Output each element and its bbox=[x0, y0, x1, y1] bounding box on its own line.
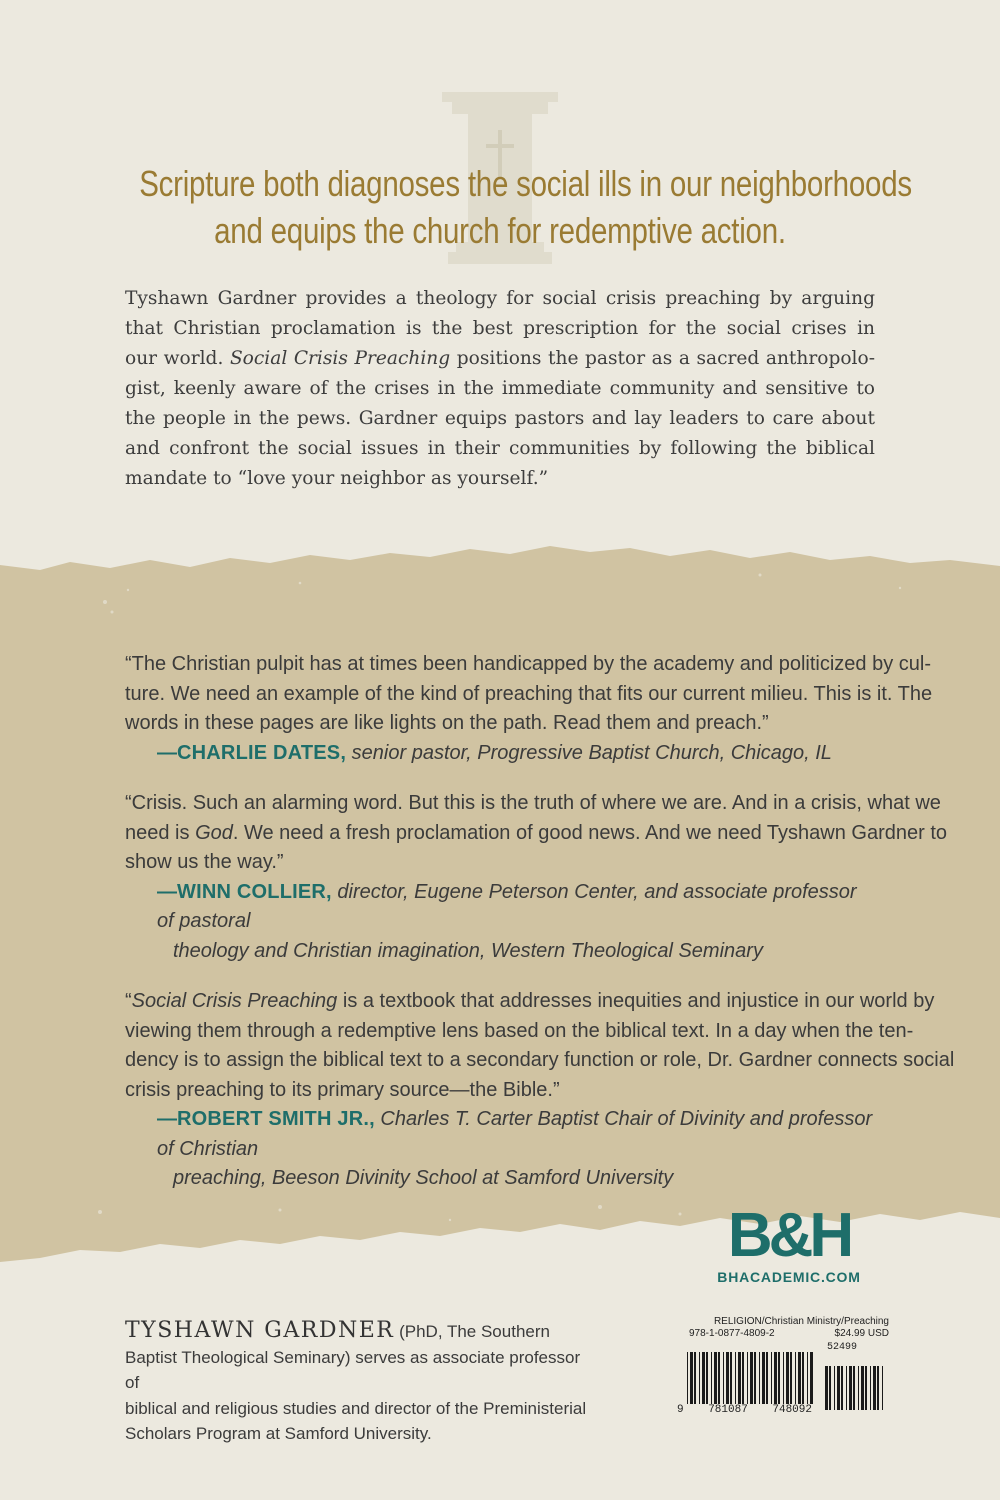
quote-line bbox=[125, 987, 935, 1017]
endorser-name: CHARLIE DATES, bbox=[177, 741, 347, 764]
endorsement-attribution bbox=[125, 739, 875, 769]
barcode-bar bbox=[762, 1352, 765, 1404]
barcode-bar bbox=[750, 1352, 753, 1404]
bio-text: Baptist Theological Seminary) serves as associate professor of bbox=[125, 1347, 581, 1392]
barcode-bar bbox=[837, 1366, 840, 1410]
barcode-bar bbox=[798, 1352, 801, 1404]
description-line: Tyshawn Gardner provides a theology for social crisis preaching by arguing bbox=[125, 288, 875, 309]
price-code: 52499 bbox=[827, 1342, 858, 1353]
barcode-bar bbox=[759, 1352, 760, 1404]
tagline-line-1: Scripture both diagnoses the social ills in our neighborhoods bbox=[139, 163, 912, 204]
attribution-dash: — bbox=[157, 741, 177, 764]
barcode-bar bbox=[846, 1366, 847, 1410]
endorsement-quote bbox=[125, 789, 948, 878]
quote-line: “The Christian pulpit has at times been handicapped by the academy and politicized by cul- bbox=[125, 653, 932, 675]
description-text: positions the pastor as a sacred anthropolo- bbox=[450, 348, 875, 369]
barcode-bar bbox=[747, 1352, 748, 1404]
barcode-bar bbox=[834, 1366, 835, 1410]
barcode-bar bbox=[841, 1366, 843, 1410]
barcode-bar bbox=[870, 1366, 871, 1410]
attribution-dash: — bbox=[157, 1108, 177, 1130]
barcode-bar bbox=[687, 1352, 688, 1404]
quote-line bbox=[125, 819, 948, 849]
endorsements bbox=[125, 650, 955, 1194]
quote-line: viewing them through a redemptive lens based on the biblical text. In a day when the ten- bbox=[125, 1019, 914, 1042]
quote-text: “ bbox=[125, 990, 132, 1012]
barcode-bar bbox=[754, 1352, 756, 1404]
quote-line: crisis preaching to its primary source—the Bible.” bbox=[125, 1078, 560, 1101]
barcode-bar bbox=[711, 1352, 712, 1404]
barcode-bar bbox=[802, 1352, 804, 1404]
barcode-bar bbox=[877, 1366, 879, 1410]
barcode-bar bbox=[730, 1352, 732, 1404]
endorsement-attribution bbox=[125, 878, 875, 967]
barcode-bar bbox=[783, 1352, 784, 1404]
barcode-bar bbox=[766, 1352, 768, 1404]
barcode-bar bbox=[738, 1352, 741, 1404]
barcode-bar bbox=[706, 1352, 708, 1404]
barcode-bar bbox=[714, 1352, 717, 1404]
book-description bbox=[125, 284, 875, 494]
barcode-block bbox=[677, 1316, 889, 1421]
barcode-bar bbox=[718, 1352, 720, 1404]
endorser-name: WINN COLLIER, bbox=[177, 880, 332, 903]
endorser-name: ROBERT SMITH JR., bbox=[177, 1108, 375, 1130]
barcode-bar bbox=[873, 1366, 876, 1410]
barcode-bar bbox=[774, 1352, 777, 1404]
barcode-bar bbox=[807, 1352, 808, 1404]
barcode-bar bbox=[795, 1352, 796, 1404]
quote-line: dency is to assign the biblical text to a secondary function or role, Dr. Gardner connects social bbox=[125, 1049, 955, 1071]
barcode-digit-group: 748092 bbox=[772, 1404, 812, 1416]
barcode-bar bbox=[853, 1366, 855, 1410]
barcode-bar bbox=[861, 1366, 864, 1410]
author-name: TYSHAWN GARDNER bbox=[125, 1318, 395, 1343]
barcode-bar bbox=[735, 1352, 736, 1404]
bisac-category: RELIGION/Christian Ministry/Preaching bbox=[713, 1316, 889, 1327]
price-text: $24.99 USD bbox=[834, 1328, 889, 1339]
barcode-bar bbox=[865, 1366, 867, 1410]
attribution-dash: — bbox=[157, 880, 177, 903]
description-text: our world. bbox=[125, 348, 230, 369]
description-line: the people in the pews. Gardner equips pastors and lay leaders to care about bbox=[125, 408, 875, 429]
description-line: mandate to “love your neighbor as yourself.” bbox=[125, 468, 549, 489]
description-line: and confront the social issues in their communities by following the biblical bbox=[125, 438, 875, 459]
quote-line: ture. We need an example of the kind of preaching that fits our current milieu. This is it. The bbox=[125, 682, 933, 705]
quote-line: “Crisis. Such an alarming word. But this is the truth of where we are. And in a crisis, what we bbox=[125, 792, 941, 814]
endorsement-quote bbox=[125, 987, 955, 1105]
barcode-digit-group: 781087 bbox=[708, 1404, 748, 1416]
barcode-bar bbox=[690, 1352, 693, 1404]
barcode-bar bbox=[771, 1352, 772, 1404]
bio-text: (PhD, The Southern bbox=[394, 1322, 550, 1341]
barcode-digit-group: 9 bbox=[677, 1404, 684, 1416]
publisher-logo bbox=[704, 1201, 874, 1285]
barcode-bar bbox=[858, 1366, 859, 1410]
quote-emphasis: God bbox=[195, 821, 233, 844]
barcode-bar bbox=[786, 1352, 789, 1404]
barcode-bar bbox=[825, 1366, 828, 1410]
endorsement-attribution bbox=[125, 1105, 875, 1194]
barcode-digits bbox=[677, 1404, 812, 1416]
quote-line: words in these pages are like lights on the path. Read them and preach.” bbox=[125, 712, 769, 734]
description-line: that Christian proclamation is the best prescription for the social crises in bbox=[125, 318, 875, 339]
barcode-bar bbox=[699, 1352, 700, 1404]
barcode-bar bbox=[742, 1352, 744, 1404]
endorsement-quote bbox=[125, 650, 933, 739]
quote-emphasis: Social Crisis Preaching bbox=[131, 990, 338, 1012]
barcode-bar bbox=[726, 1352, 729, 1404]
barcode-bar bbox=[810, 1352, 813, 1404]
isbn-text: 978-1-0877-4809-2 bbox=[689, 1328, 775, 1339]
barcode-bar bbox=[723, 1352, 724, 1404]
bio-text: Scholars Program at Samford University. bbox=[125, 1424, 432, 1443]
barcode-bar bbox=[829, 1366, 831, 1410]
barcode-bar bbox=[778, 1352, 780, 1404]
barcode-bar bbox=[882, 1366, 883, 1410]
publisher-logo-mark: B&H bbox=[727, 1201, 851, 1270]
quote-line: show us the way.” bbox=[125, 851, 284, 873]
barcode-bar bbox=[702, 1352, 705, 1404]
quote-text: . We need a fresh proclamation of good news. And we need Tyshawn Gardner to bbox=[232, 821, 948, 844]
endorser-role: Charles T. Carter Baptist Chair of Divinity and professor of Christian bbox=[157, 1108, 873, 1160]
description-line: gist, keenly aware of the crises in the immediate community and sensitive to bbox=[125, 378, 875, 399]
publisher-url: BHACADEMIC.COM bbox=[717, 1269, 861, 1285]
barcode-bar bbox=[849, 1366, 852, 1410]
bio-text: biblical and religious studies and director of the Preministerial bbox=[125, 1398, 587, 1418]
book-title-italic: Social Crisis Preaching bbox=[229, 348, 451, 369]
endorser-role: director, Eugene Peterson Center, and associate professor of pastoral bbox=[157, 880, 857, 932]
endorser-role-continued: theology and Christian imagination, Western Theological Seminary bbox=[173, 939, 763, 962]
quote-text: is a textbook that addresses inequities and injustice in our world by bbox=[337, 990, 935, 1012]
tagline bbox=[139, 160, 912, 254]
barcode-bar bbox=[694, 1352, 696, 1404]
description-line bbox=[125, 344, 875, 374]
endorser-role-continued: preaching, Beeson Divinity School at Samford University bbox=[173, 1167, 674, 1189]
tagline-line-2: and equips the church for redemptive action. bbox=[214, 210, 786, 251]
quote-text: need is bbox=[125, 821, 196, 844]
barcode-bar bbox=[790, 1352, 792, 1404]
endorser-role: senior pastor, Progressive Baptist Church, Chicago, IL bbox=[351, 741, 832, 764]
author-bio bbox=[125, 1318, 595, 1447]
